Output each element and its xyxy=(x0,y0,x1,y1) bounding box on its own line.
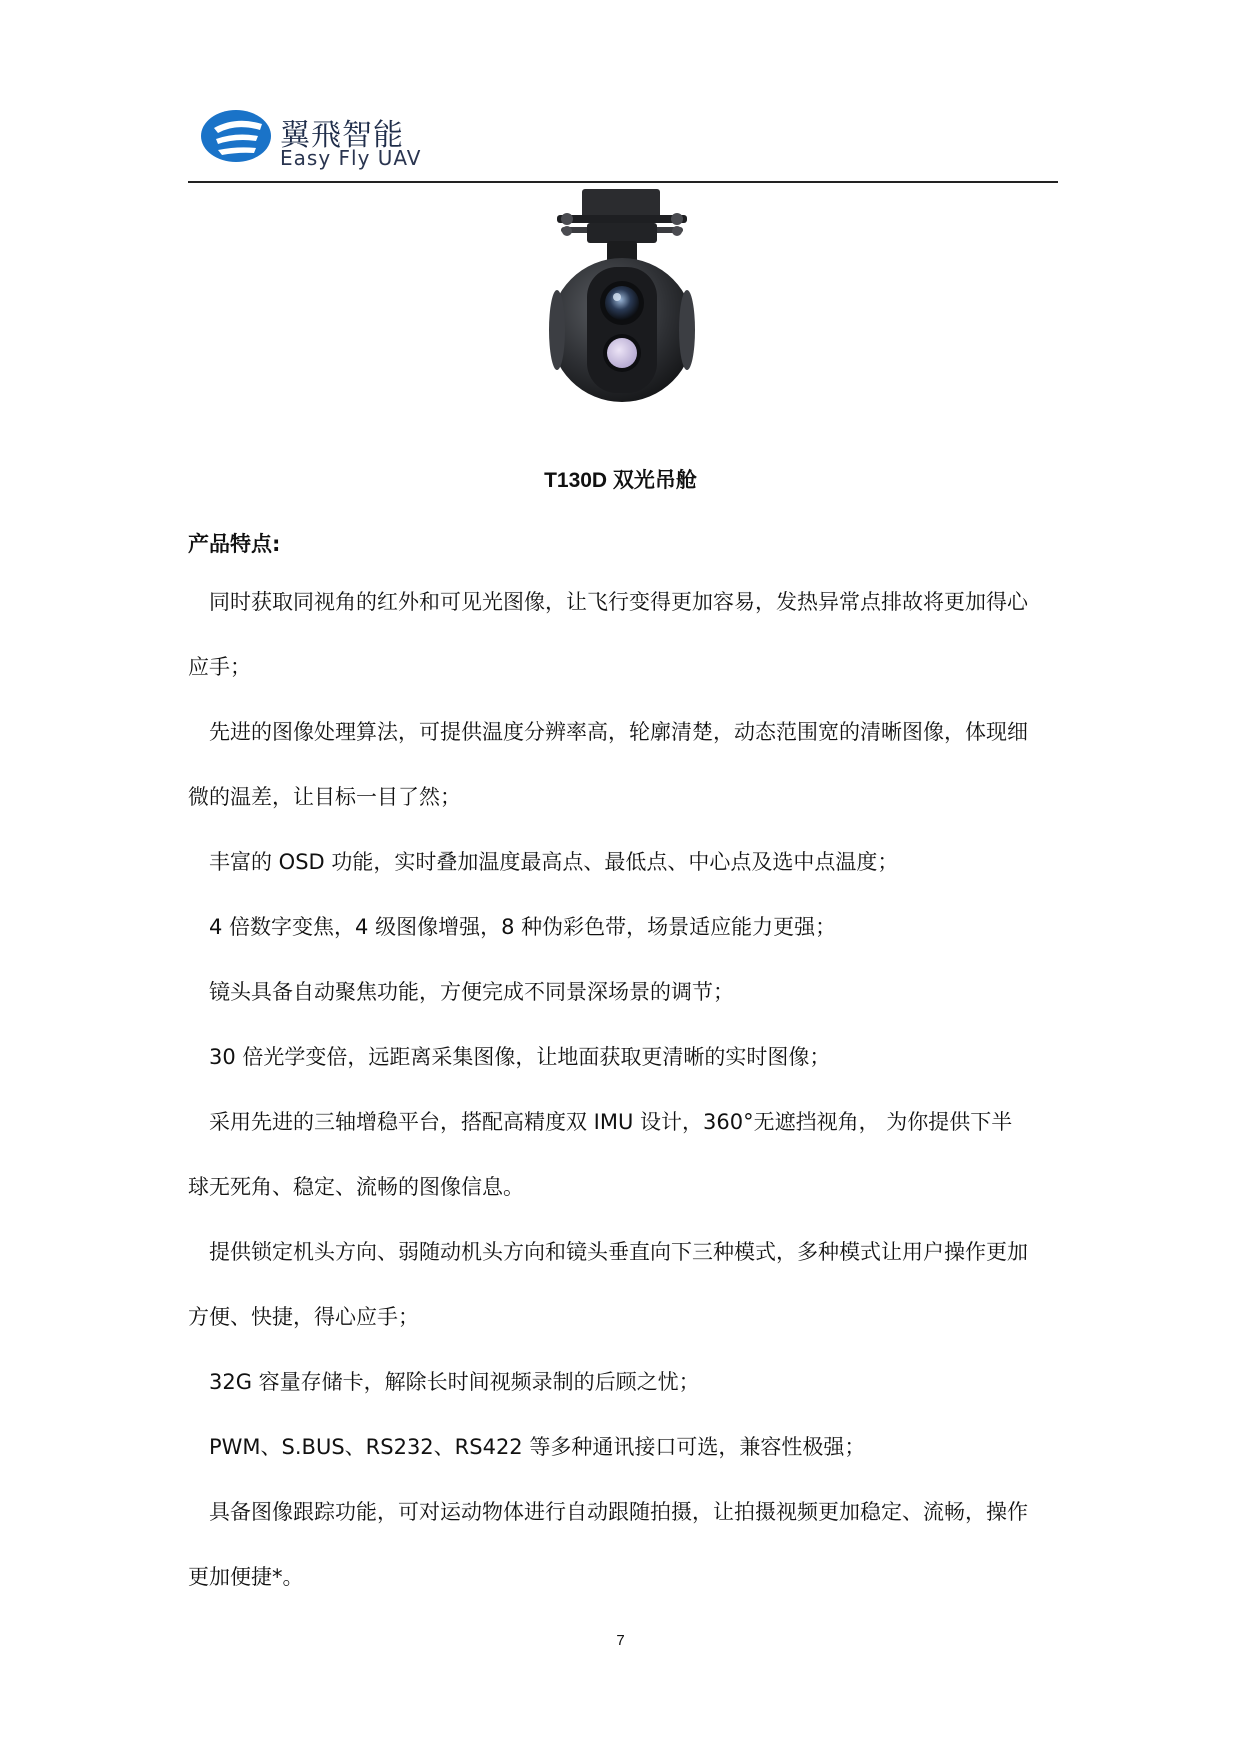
feature-line: 先进的图像处理算法，可提供温度分辨率高，轮廓清楚，动态范围宽的清晰图像，体现细 xyxy=(209,720,1028,744)
feature-line: 丰富的 OSD 功能，实时叠加温度最高点、最低点、中心点及选中点温度； xyxy=(209,850,899,874)
feature-line: 具备图像跟踪功能，可对运动物体进行自动跟随拍摄，让拍摄视频更加稳定、流畅，操作 xyxy=(209,1500,1028,1524)
gimbal-camera-image xyxy=(537,185,707,435)
easy-fly-logo-icon xyxy=(200,108,272,164)
section-title: 产品特点: xyxy=(188,532,281,556)
feature-line: 提供锁定机头方向、弱随动机头方向和镜头垂直向下三种模式，多种模式让用户操作更加 xyxy=(209,1240,1028,1264)
feature-line: 32G 容量存储卡，解除长时间视频录制的后顾之忧； xyxy=(209,1370,700,1394)
product-caption: T130D 双光吊舱 xyxy=(544,469,697,492)
feature-line: 应手； xyxy=(188,655,251,679)
page-header xyxy=(188,96,1058,182)
brand-name-cn: 翼飛智能 xyxy=(280,118,404,153)
feature-line: 采用先进的三轴增稳平台，搭配高精度双 IMU 设计，360°无遮挡视角， 为你提供下半 xyxy=(209,1110,1013,1134)
feature-line: PWM、S.BUS、RS232、RS422 等多种通讯接口可选，兼容性极强； xyxy=(209,1435,866,1459)
feature-line: 微的温差，让目标一目了然； xyxy=(188,785,461,809)
feature-line: 同时获取同视角的红外和可见光图像，让飞行变得更加容易，发热异常点排故将更加得心 xyxy=(209,590,1028,614)
feature-line: 球无死角、稳定、流畅的图像信息。 xyxy=(188,1175,524,1199)
page-number: 7 xyxy=(616,1632,625,1649)
feature-line: 30 倍光学变倍，远距离采集图像，让地面获取更清晰的实时图像； xyxy=(209,1045,831,1069)
feature-line: 方便、快捷，得心应手； xyxy=(188,1305,419,1329)
feature-line: 更加便捷*。 xyxy=(188,1565,304,1589)
feature-line: 镜头具备自动聚焦功能，方便完成不同景深场景的调节； xyxy=(209,980,734,1004)
header-divider xyxy=(188,181,1058,183)
brand-name-en: Easy Fly UAV xyxy=(280,146,422,170)
feature-line: 4 倍数字变焦，4 级图像增强，8 种伪彩色带，场景适应能力更强； xyxy=(209,915,837,939)
